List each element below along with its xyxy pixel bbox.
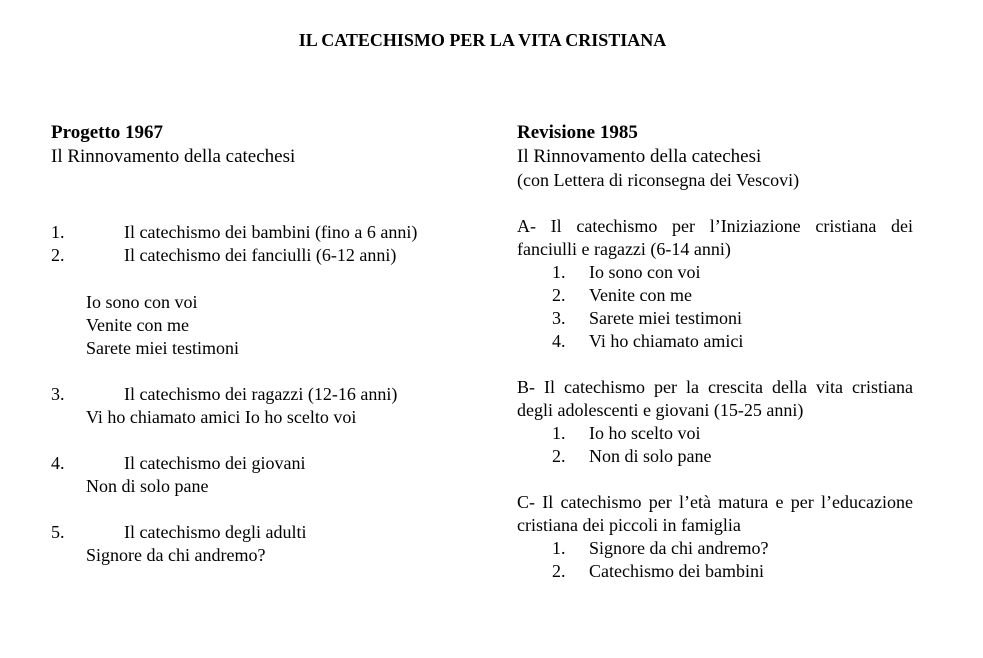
column-progetto-1967 <box>51 121 446 567</box>
list-text: Il catechismo dei bambini (fino a 6 anni) <box>124 222 418 242</box>
list-item <box>517 560 913 583</box>
list-text: Il catechismo dei giovani <box>124 453 306 473</box>
book-title: Signore da chi andremo? <box>86 545 266 565</box>
list-item <box>517 330 913 353</box>
document-title: IL CATECHISMO PER LA VITA CRISTIANA <box>298 30 667 50</box>
list-text: Signore da chi andremo? <box>589 538 769 558</box>
list-item <box>517 307 913 330</box>
list-text: Il catechismo dei fanciulli (6-12 anni) <box>124 245 397 265</box>
list-number: 1. <box>51 222 65 242</box>
list-item <box>51 452 446 475</box>
book-title: Sarete miei testimoni <box>86 338 239 358</box>
list-text: Catechismo dei bambini <box>589 561 764 581</box>
list-number: 4. <box>51 453 65 473</box>
list-item <box>51 521 446 544</box>
book-title: Venite con me <box>86 315 189 335</box>
list-number: 1. <box>552 423 566 443</box>
list-number: 3. <box>51 384 65 404</box>
list-text: Non di solo pane <box>589 446 712 466</box>
list-number: 2. <box>51 245 65 265</box>
list-text: Io ho scelto voi <box>589 423 701 443</box>
list-text: Vi ho chiamato amici <box>589 331 744 351</box>
list-number: 5. <box>51 522 65 542</box>
book-title: Vi ho chiamato amici Io ho scelto voi <box>86 407 357 427</box>
list-item <box>51 383 446 406</box>
list-number: 1. <box>552 262 566 282</box>
list-item <box>517 445 913 468</box>
list-text: Venite con me <box>589 285 692 305</box>
section-b-text: B- Il catechismo per la crescita della vita cristiana degli adolescenti e giovani (15-25 anni) <box>517 377 913 420</box>
list-number: 3. <box>552 308 566 328</box>
right-subheading: Il Rinnovamento della catechesi <box>517 146 762 167</box>
section-a-text: A- Il catechismo per l’Iniziazione cristiana dei fanciulli e ragazzi (6-14 anni) <box>517 216 913 259</box>
left-subheading: Il Rinnovamento della catechesi <box>51 146 296 167</box>
list-item <box>517 284 913 307</box>
list-item <box>517 422 913 445</box>
list-number: 2. <box>552 446 566 466</box>
left-heading: Progetto 1967 <box>51 122 164 143</box>
right-heading: Revisione 1985 <box>517 122 638 143</box>
list-text: Io sono con voi <box>589 262 701 282</box>
list-number: 4. <box>552 331 566 351</box>
list-text: Il catechismo dei ragazzi (12-16 anni) <box>124 384 398 404</box>
section-c-text: C- Il catechismo per l’età matura e per l’educazione cristiana dei piccoli in famiglia <box>517 492 913 535</box>
list-number: 1. <box>552 538 566 558</box>
right-note: (con Lettera di riconsegna dei Vescovi) <box>517 170 800 190</box>
list-item <box>51 221 446 244</box>
book-title: Io sono con voi <box>86 292 198 312</box>
list-item <box>51 244 446 267</box>
book-title: Non di solo pane <box>86 476 209 496</box>
list-text: Il catechismo degli adulti <box>124 522 307 542</box>
column-revisione-1985 <box>517 121 913 583</box>
list-text: Sarete miei testimoni <box>589 308 742 328</box>
list-item <box>517 261 913 284</box>
list-number: 2. <box>552 285 566 305</box>
list-number: 2. <box>552 561 566 581</box>
list-item <box>517 537 913 560</box>
